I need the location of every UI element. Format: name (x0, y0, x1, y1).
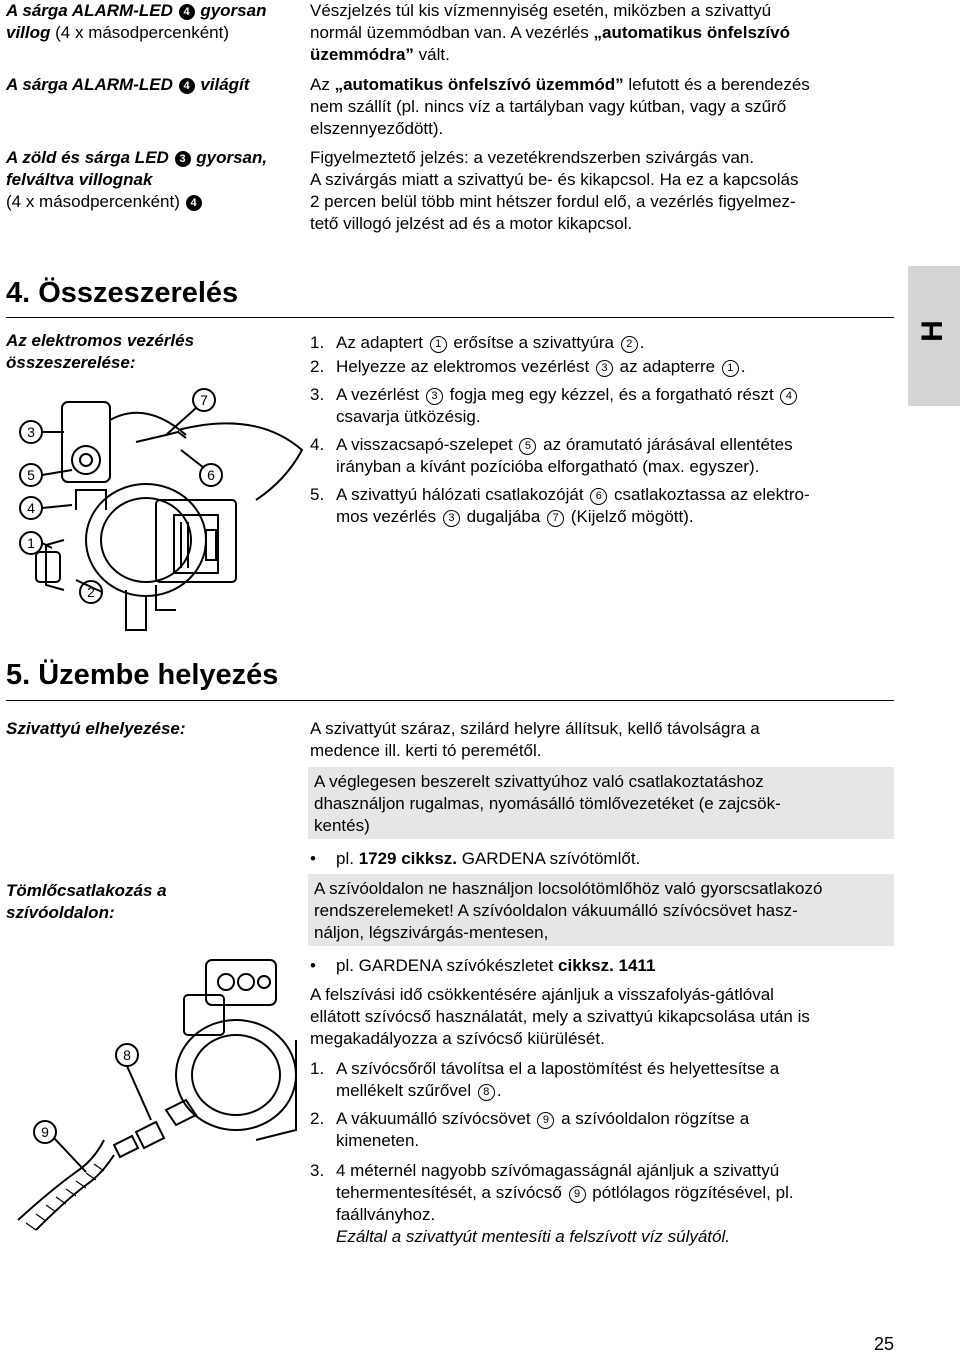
notice-box-2-text (314, 878, 894, 944)
side-tab-letter: H (915, 320, 949, 342)
para-line: A szivattyút száraz, szilárd helyre állítsuk, kellő távolságra a (310, 719, 760, 738)
bullet-text: pl. GARDENA szívókészletet (336, 956, 559, 975)
step-item (310, 356, 900, 384)
ref-circle: 9 (537, 1112, 554, 1129)
step-text: fogja meg egy kézzel, és a forgatható részt (444, 385, 779, 404)
label-text: gyorsan (195, 1, 267, 20)
step-text: A szívócsőről távolítsa el a lapostömítést és helyettesítse a (336, 1059, 780, 1078)
desc-line: elszennyeződött). (310, 119, 444, 138)
step-number: 1. (310, 333, 325, 352)
desc-text: normál üzemmódban van. A vezérlés (310, 23, 594, 42)
step-text: erősítse a szivattyúra (448, 333, 619, 352)
step-item (310, 1108, 900, 1160)
label-text: A zöld és sárga LED (6, 148, 174, 167)
section-4-rule (6, 317, 894, 318)
bullet-item-1 (310, 848, 900, 870)
step-text: mos vezérlés (336, 507, 441, 526)
step-item (310, 1160, 900, 1252)
para-line: megakadályozza a szívócső kiürülését. (310, 1029, 605, 1048)
led-row-1-label (6, 0, 306, 44)
step-number: 5. (310, 485, 325, 504)
step-text: az adapterre (614, 357, 720, 376)
para-line: ellátott szívócső használatát, mely a szivattyú kikapcsolása után is (310, 1007, 810, 1026)
step-number: 3. (310, 1161, 325, 1180)
step-text: kimeneten. (336, 1131, 420, 1150)
ref-circle: 3 (443, 510, 460, 527)
section-5-sub1: Szivattyú elhelyezése: (6, 719, 186, 738)
desc-bold: üzemmódra” (310, 45, 414, 64)
desc-line: A szivárgás miatt a szivattyú be- és kikapcsol. Ha ez a kapcsolás (310, 170, 799, 189)
bullet-text: GARDENA szívótömlőt. (457, 849, 641, 868)
desc-line: Vészjelzés túl kis vízmennyiség esetén, miközben a szivattyú (310, 1, 772, 20)
section-5-para1 (310, 718, 900, 762)
callout-8: 8 (123, 1047, 131, 1063)
desc-text: vált. (413, 45, 450, 64)
led-row-2-desc (310, 74, 900, 140)
pump-assembly-illustration (6, 380, 306, 650)
bullet-bold: cikksz. 1411 (558, 956, 656, 975)
ref-circle: 3 (596, 360, 613, 377)
desc-text: Az (310, 75, 335, 94)
subhead-line: összeszerelése: (6, 353, 136, 372)
section-5-rule (6, 700, 894, 701)
step-text: pótlólagos rögzítésével, pl. (587, 1183, 794, 1202)
box-line: rendszerelemeket! A szívóoldalon vákuumálló szívócsövet hasz- (314, 901, 798, 920)
step-item (310, 384, 900, 434)
ref-circle: 8 (478, 1084, 495, 1101)
step-text: mellékelt szűrővel (336, 1081, 476, 1100)
ref-circle: 1 (430, 336, 447, 353)
label-text: A sárga ALARM-LED (6, 1, 178, 20)
ref-circle: 3 (426, 388, 443, 405)
step-text: A szivattyú hálózati csatlakozóját (336, 485, 589, 504)
step-text: . (740, 357, 746, 376)
label-text: A sárga ALARM-LED (6, 75, 178, 94)
section-4-steps (310, 332, 900, 534)
desc-text: lefutott és a berendezés (623, 75, 810, 94)
step-text: a szívóoldalon rögzítse a (556, 1109, 750, 1128)
step-text: tehermentesítését, a szívócső (336, 1183, 567, 1202)
step-item (310, 434, 900, 484)
step-text: Az adaptert (336, 333, 428, 352)
ref-circle: 1 (722, 360, 739, 377)
label-text: villog (6, 23, 51, 42)
step-text: dugaljába (461, 507, 546, 526)
step-number: 1. (310, 1059, 325, 1078)
step-text: A vákuumálló szívócsövet (336, 1109, 536, 1128)
subhead-line: Tömlőcsatlakozás a (6, 881, 167, 900)
bullet-item-2 (310, 955, 900, 977)
led-number-badge: 4 (179, 4, 195, 20)
led-number-badge: 4 (186, 195, 202, 211)
step-text: 4 méternél nagyobb szívómagasságnál ajánljuk a szivattyú (336, 1161, 780, 1180)
box-line: A szívóoldalon ne használjon locsolótömlőhöz való gyorscsatlakozó (314, 879, 823, 898)
para-line: A felszívási idő csökkentésére ajánljuk a visszafolyás-gátlóval (310, 985, 774, 1004)
section-4-title: 4. Összeszerelés (6, 277, 239, 309)
bullet-bold: 1729 cikksz. (358, 849, 457, 868)
step-text: Helyezze az elektromos vezérlést (336, 357, 594, 376)
desc-bold: „automatikus önfelszívó (593, 23, 790, 42)
step-text: csavarja ütközésig. (336, 407, 481, 426)
section-5-title: 5. Üzembe helyezés (6, 659, 279, 691)
ref-circle: 7 (547, 510, 564, 527)
step-text: az óramutató járásával ellentétes (538, 435, 793, 454)
ref-circle: 6 (590, 488, 607, 505)
step-number: 4. (310, 435, 325, 454)
step-text: . (639, 333, 645, 352)
callout-6: 6 (207, 467, 215, 483)
ref-circle: 2 (621, 336, 638, 353)
step-text: csatlakoztassa az elektro- (609, 485, 810, 504)
callout-1: 1 (27, 535, 35, 551)
led-row-3-label (6, 147, 306, 213)
led-row-1-desc (310, 0, 900, 66)
bullet-dot: • (310, 956, 316, 975)
label-text: (4 x másodpercenként) (6, 192, 185, 211)
desc-line: nem szállít (pl. nincs víz a tartályban vagy kútban, vagy a szűrő (310, 97, 787, 116)
desc-line: 2 percen belül több mint hétszer fordul elő, a vezérlés figyelmez- (310, 192, 796, 211)
step-item (310, 484, 900, 534)
section-5-steps (310, 1058, 900, 1252)
label-text: gyorsan, (191, 148, 268, 167)
led-number-badge: 3 (175, 151, 191, 167)
language-side-tab (908, 266, 960, 406)
callout-7: 7 (200, 392, 208, 408)
bullet-text: pl. (336, 849, 359, 868)
section-4-subhead (6, 330, 194, 374)
callout-5: 5 (27, 467, 35, 483)
step-text: irányban a kívánt pozícióba elforgatható (max. egyszer). (336, 457, 760, 476)
box-line: kentés) (314, 816, 370, 835)
step-text: faállványhoz. (336, 1205, 436, 1224)
step-text: . (496, 1081, 502, 1100)
step-item (310, 332, 900, 356)
step-note: Ezáltal a szivattyút mentesíti a felszívott víz súlyától. (336, 1227, 730, 1246)
suction-hose-illustration (6, 940, 306, 1240)
label-text: világít (195, 75, 250, 94)
step-text: (Kijelző mögött). (566, 507, 694, 526)
step-number: 2. (310, 357, 325, 376)
step-text: A visszacsapó-szelepet (336, 435, 518, 454)
callout-2: 2 (87, 584, 95, 600)
step-number: 2. (310, 1109, 325, 1128)
section-5-sub2 (6, 880, 167, 924)
ref-circle: 4 (780, 388, 797, 405)
callout-4: 4 (27, 500, 35, 516)
led-row-3-desc (310, 147, 900, 235)
box-line: A véglegesen beszerelt szivattyúhoz való csatlakoztatáshoz (314, 772, 764, 791)
ref-circle: 9 (569, 1186, 586, 1203)
step-text: A vezérlést (336, 385, 424, 404)
callout-3: 3 (27, 424, 35, 440)
section-5-para2 (310, 984, 900, 1050)
callout-9: 9 (41, 1124, 49, 1140)
led-number-badge: 4 (179, 78, 195, 94)
ref-circle: 5 (519, 438, 536, 455)
label-text: (4 x másodpercenként) (50, 23, 229, 42)
bullet-dot: • (310, 849, 316, 868)
led-row-2-label (6, 74, 306, 96)
subhead-line: szívóoldalon: (6, 903, 115, 922)
para-line: medence ill. kerti tó peremétől. (310, 741, 542, 760)
step-item (310, 1058, 900, 1108)
desc-bold: „automatikus önfelszívó üzemmód” (334, 75, 624, 94)
box-line: náljon, légszivárgás-mentesen, (314, 923, 549, 942)
label-text: felváltva villognak (6, 170, 153, 189)
subhead-line: Az elektromos vezérlés (6, 331, 195, 350)
desc-line: tető villogó jelzést ad és a motor kikapcsol. (310, 214, 633, 233)
desc-line: Figyelmeztető jelzés: a vezetékrendszerben szivárgás van. (310, 148, 755, 167)
step-number: 3. (310, 385, 325, 404)
page-number: 25 (874, 1334, 895, 1354)
notice-box-1-text (314, 771, 894, 837)
box-line: dhasználjon rugalmas, nyomásálló tömlővezetéket (e zajcsök- (314, 794, 781, 813)
